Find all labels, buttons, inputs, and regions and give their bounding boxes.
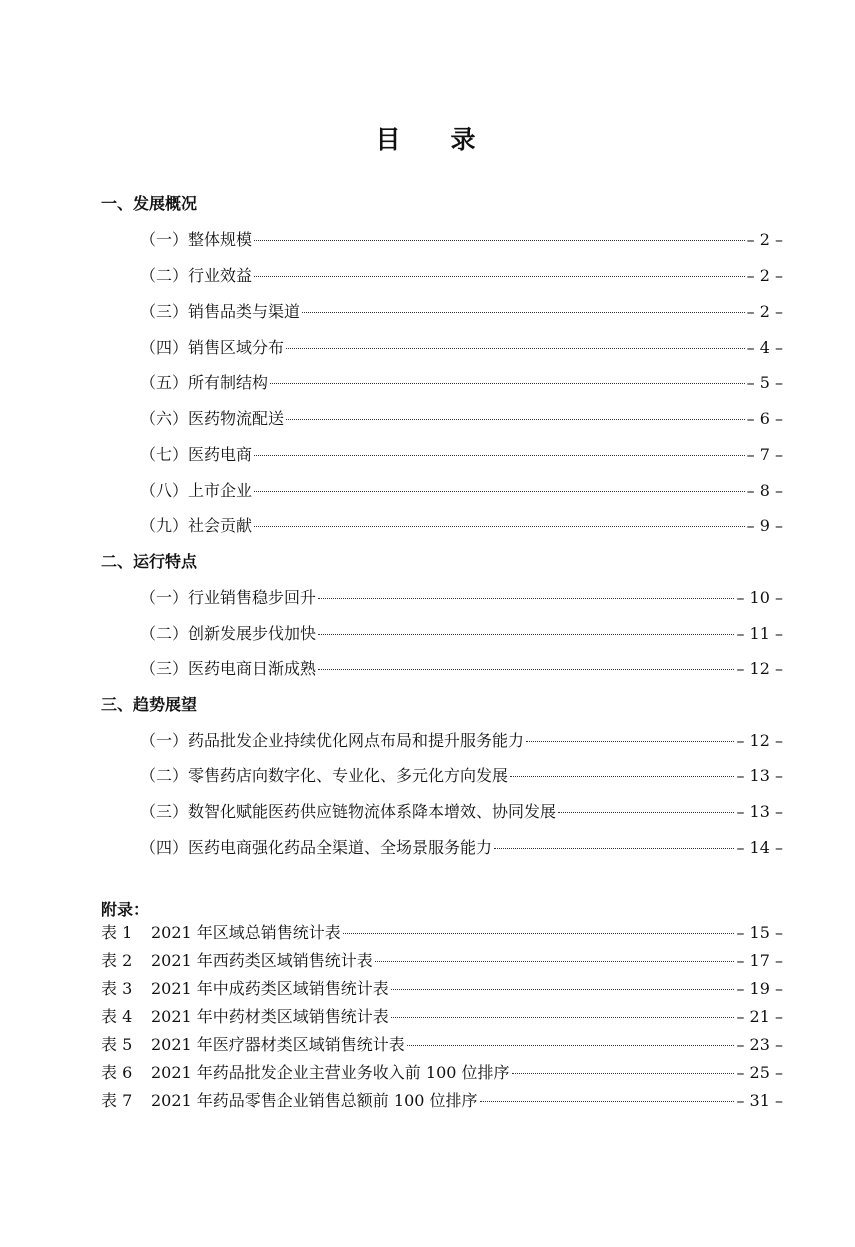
- appendix-entry[interactable]: [101, 1034, 783, 1056]
- appendix-page-number: – 17 –: [736, 951, 783, 970]
- dot-leader: [254, 491, 745, 492]
- table-number: 表 1: [101, 923, 133, 942]
- dot-leader: [343, 933, 735, 934]
- dot-leader: [318, 669, 734, 670]
- appendix-entry-label: 2021 年医疗器材类区域销售统计表: [151, 1035, 405, 1054]
- toc-entry-label: （四）医药电商强化药品全渠道、全场景服务能力: [140, 838, 493, 857]
- dot-leader: [494, 848, 734, 849]
- toc-entry-label: （三）数智化赋能医药供应链物流体系降本增效、协同发展: [140, 802, 557, 821]
- toc-page-number: – 12 –: [736, 659, 783, 678]
- toc-entry[interactable]: [140, 801, 783, 823]
- toc-entry[interactable]: [140, 623, 783, 645]
- toc-entry[interactable]: [140, 229, 783, 251]
- toc-entry[interactable]: [140, 408, 783, 430]
- toc-entry-label: （九）社会贡献: [140, 516, 253, 535]
- dot-leader: [480, 1101, 735, 1102]
- toc-entry-label: （二）行业效益: [140, 266, 253, 285]
- toc-entry[interactable]: [140, 658, 783, 680]
- toc-page-number: – 2 –: [746, 302, 783, 321]
- toc-entry-label: （三）医药电商日渐成熟: [140, 659, 317, 678]
- toc-entry[interactable]: [140, 587, 783, 609]
- appendix-page-number: – 25 –: [736, 1063, 783, 1082]
- toc-page-number: – 7 –: [746, 445, 783, 464]
- dot-leader: [302, 312, 745, 313]
- toc-entry-label: （二）零售药店向数字化、专业化、多元化方向发展: [140, 766, 509, 785]
- table-number: 表 2: [101, 951, 133, 970]
- toc-entry-label: （六）医药物流配送: [140, 409, 285, 428]
- appendix-entry[interactable]: [101, 1006, 783, 1028]
- toc-page-number: – 13 –: [736, 802, 783, 821]
- appendix-page-number: – 31 –: [736, 1091, 783, 1110]
- dot-leader: [254, 526, 745, 527]
- appendix-page-number: – 15 –: [736, 923, 783, 942]
- table-number: 表 5: [101, 1035, 133, 1054]
- toc-entry[interactable]: [140, 730, 783, 752]
- table-number: 表 4: [101, 1007, 133, 1026]
- dot-leader: [286, 348, 745, 349]
- toc-page-number: – 4 –: [746, 338, 783, 357]
- toc-entry[interactable]: [140, 444, 783, 466]
- dot-leader: [526, 741, 734, 742]
- toc-entry-label: （一）整体规模: [140, 230, 253, 249]
- toc-page-number: – 2 –: [746, 230, 783, 249]
- dot-leader: [558, 812, 734, 813]
- toc-page-number: – 8 –: [746, 481, 783, 500]
- toc-entry[interactable]: [140, 837, 783, 859]
- toc-page-number: – 12 –: [736, 731, 783, 750]
- toc-entry-label: （三）销售品类与渠道: [140, 302, 301, 321]
- toc-entry[interactable]: [140, 372, 783, 394]
- section-heading: 三、趋势展望: [101, 695, 198, 714]
- dot-leader: [391, 989, 735, 990]
- appendix-heading: 附录：: [101, 900, 150, 919]
- toc-page-number: – 14 –: [736, 838, 783, 857]
- toc-entry[interactable]: [140, 515, 783, 537]
- toc-page-number: – 2 –: [746, 266, 783, 285]
- toc-entry-label: （二）创新发展步伐加快: [140, 624, 317, 643]
- appendix-entry[interactable]: [101, 922, 783, 944]
- toc-entry[interactable]: [140, 337, 783, 359]
- toc-entry-label: （一）药品批发企业持续优化网点布局和提升服务能力: [140, 731, 525, 750]
- appendix-entry[interactable]: [101, 1062, 783, 1084]
- dot-leader: [512, 1073, 735, 1074]
- toc-entry[interactable]: [140, 480, 783, 502]
- dot-leader: [254, 455, 745, 456]
- appendix-entry[interactable]: [101, 950, 783, 972]
- toc-entry[interactable]: [140, 765, 783, 787]
- dot-leader: [254, 240, 745, 241]
- dot-leader: [510, 776, 734, 777]
- title-char-2: 录: [450, 125, 480, 154]
- toc-entry[interactable]: [140, 265, 783, 287]
- dot-leader: [286, 419, 745, 420]
- dot-leader: [407, 1045, 735, 1046]
- title-char-1: 目: [375, 125, 405, 154]
- appendix-entry[interactable]: [101, 978, 783, 1000]
- appendix-entry-label: 2021 年区域总销售统计表: [151, 923, 341, 942]
- dot-leader: [318, 598, 734, 599]
- appendix-page-number: – 23 –: [736, 1035, 783, 1054]
- table-number: 表 3: [101, 979, 133, 998]
- dot-leader: [391, 1017, 735, 1018]
- toc-page-number: – 13 –: [736, 766, 783, 785]
- appendix-entry[interactable]: [101, 1090, 783, 1112]
- dot-leader: [270, 383, 745, 384]
- toc-entry-label: （四）销售区域分布: [140, 338, 285, 357]
- table-number: 表 7: [101, 1091, 133, 1110]
- section-heading: 一、发展概况: [101, 194, 198, 213]
- section-heading: 二、运行特点: [101, 552, 198, 571]
- toc-page-number: – 10 –: [736, 588, 783, 607]
- toc-page-number: – 5 –: [746, 373, 783, 392]
- appendix-entry-label: 2021 年西药类区域销售统计表: [151, 951, 373, 970]
- toc-page-number: – 9 –: [746, 516, 783, 535]
- toc-page-number: – 6 –: [746, 409, 783, 428]
- table-number: 表 6: [101, 1063, 133, 1082]
- dot-leader: [375, 961, 735, 962]
- toc-entry-label: （八）上市企业: [140, 481, 253, 500]
- appendix-page-number: – 19 –: [736, 979, 783, 998]
- toc-entry-label: （一）行业销售稳步回升: [140, 588, 317, 607]
- page-title: [0, 120, 855, 156]
- appendix-entry-label: 2021 年药品零售企业销售总额前 100 位排序: [151, 1091, 478, 1110]
- appendix-entry-label: 2021 年中成药类区域销售统计表: [151, 979, 389, 998]
- toc-entry-label: （七）医药电商: [140, 445, 253, 464]
- toc-entry[interactable]: [140, 301, 783, 323]
- dot-leader: [318, 634, 734, 635]
- dot-leader: [254, 276, 745, 277]
- toc-page-number: – 11 –: [736, 624, 783, 643]
- appendix-entry-label: 2021 年中药材类区域销售统计表: [151, 1007, 389, 1026]
- appendix-page-number: – 21 –: [736, 1007, 783, 1026]
- appendix-entry-label: 2021 年药品批发企业主营业务收入前 100 位排序: [151, 1063, 510, 1082]
- toc-entry-label: （五）所有制结构: [140, 373, 269, 392]
